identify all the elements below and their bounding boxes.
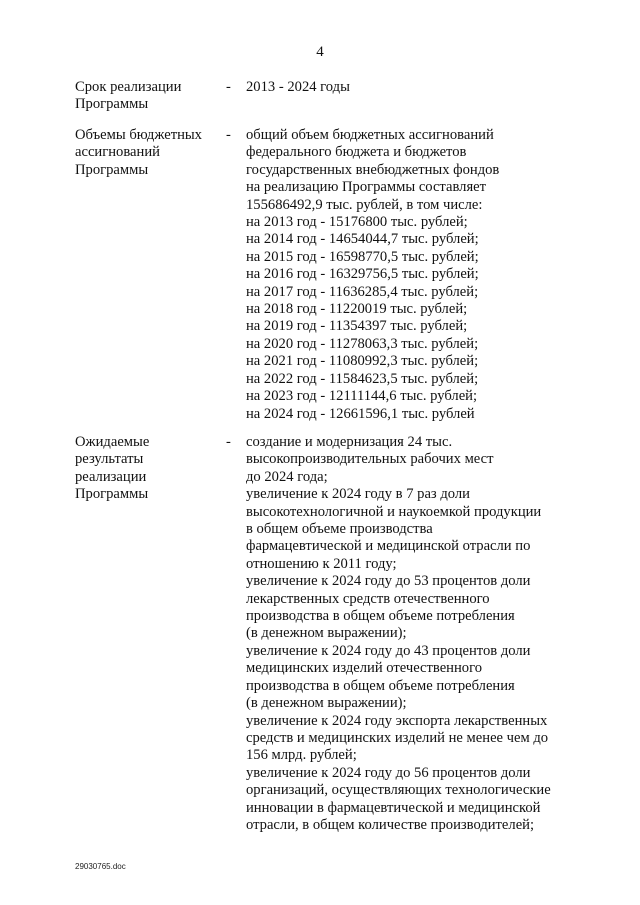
- content-line: медицинских изделий отечественного: [246, 660, 483, 677]
- content-line: средств и медицинских изделий не менее чем до: [246, 729, 549, 746]
- content-line: на 2024 год - 12661596,1 тыс. рублей: [246, 405, 475, 422]
- content-line: организаций, осуществляющих технологические: [246, 782, 551, 799]
- content-line: 2013 - 2024 годы: [246, 79, 350, 95]
- dash-separator: -: [226, 434, 231, 450]
- label-line: ассигнований: [75, 144, 160, 161]
- label-line: Ожидаемые: [75, 434, 150, 450]
- section-content: [246, 79, 576, 96]
- content-line: на 2014 год - 14654044,7 тыс. рублей;: [246, 231, 479, 248]
- content-line: фармацевтической и медицинской отрасли по: [246, 538, 531, 555]
- content-line: государственных внебюджетных фондов: [246, 161, 500, 178]
- content-line: федерального бюджета и бюджетов: [246, 144, 467, 161]
- content-line: высокопроизводительных рабочих мест: [246, 451, 494, 468]
- content-line: до 2024 года;: [246, 468, 328, 485]
- dash-separator: -: [226, 79, 231, 95]
- section-label: [75, 434, 225, 504]
- label-line: Программы: [75, 486, 149, 503]
- content-line: на 2022 год - 11584623,5 тыс. рублей;: [246, 370, 479, 387]
- label-line: реализации: [75, 468, 147, 485]
- dash-separator: -: [226, 127, 231, 143]
- content-line: на 2021 год - 11080992,3 тыс. рублей;: [246, 353, 479, 370]
- content-line: создание и модернизация 24 тыс.: [246, 434, 453, 450]
- content-line: отрасли, в общем количестве производителей;: [246, 816, 535, 833]
- content-line: 156 млрд. рублей;: [246, 747, 357, 764]
- content-line: увеличение к 2024 году до 53 процентов доли: [246, 573, 531, 590]
- section-content: [246, 127, 576, 423]
- content-line: на 2023 год - 12111144,6 тыс. рублей;: [246, 388, 478, 405]
- section-content: [246, 434, 576, 834]
- content-line: увеличение к 2024 году в 7 раз доли: [246, 486, 470, 503]
- label-line: Программы: [75, 161, 149, 178]
- page-number: 4: [316, 44, 324, 60]
- content-line: в общем объеме производства: [246, 521, 433, 538]
- content-line: (в денежном выражении);: [246, 625, 407, 642]
- label-line: Программы: [75, 96, 149, 113]
- content-line: на реализацию Программы составляет: [246, 179, 487, 196]
- label-line: Объемы бюджетных: [75, 127, 202, 143]
- content-line: увеличение к 2024 году экспорта лекарственных: [246, 712, 548, 729]
- content-line: высокотехнологичной и наукоемкой продукции: [246, 503, 542, 520]
- content-line: производства в общем объеме потребления: [246, 677, 515, 694]
- content-line: на 2018 год - 11220019 тыс. рублей;: [246, 301, 468, 318]
- label-line: Срок реализации: [75, 79, 182, 95]
- content-line: 155686492,9 тыс. рублей, в том числе:: [246, 196, 483, 213]
- footer-filename: 29030765.doc: [75, 862, 126, 871]
- content-line: общий объем бюджетных ассигнований: [246, 127, 494, 143]
- content-line: на 2016 год - 16329756,5 тыс. рублей;: [246, 266, 479, 283]
- content-line: на 2013 год - 15176800 тыс. рублей;: [246, 214, 468, 231]
- section-label: [75, 79, 225, 114]
- content-line: (в денежном выражении);: [246, 695, 407, 712]
- content-line: лекарственных средств отечественного: [246, 590, 490, 607]
- content-line: увеличение к 2024 году до 56 процентов доли: [246, 764, 531, 781]
- content-line: на 2020 год - 11278063,3 тыс. рублей;: [246, 335, 479, 352]
- label-line: результаты: [75, 451, 144, 468]
- content-line: на 2015 год - 16598770,5 тыс. рублей;: [246, 248, 479, 265]
- content-line: увеличение к 2024 году до 43 процентов доли: [246, 642, 531, 659]
- content-line: отношению к 2011 году;: [246, 555, 397, 572]
- section-label: [75, 127, 225, 179]
- content-line: производства в общем объеме потребления: [246, 608, 515, 625]
- content-line: инновации в фармацевтической и медицинской: [246, 799, 541, 816]
- content-line: на 2017 год - 11636285,4 тыс. рублей;: [246, 283, 479, 300]
- content-line: на 2019 год - 11354397 тыс. рублей;: [246, 318, 468, 335]
